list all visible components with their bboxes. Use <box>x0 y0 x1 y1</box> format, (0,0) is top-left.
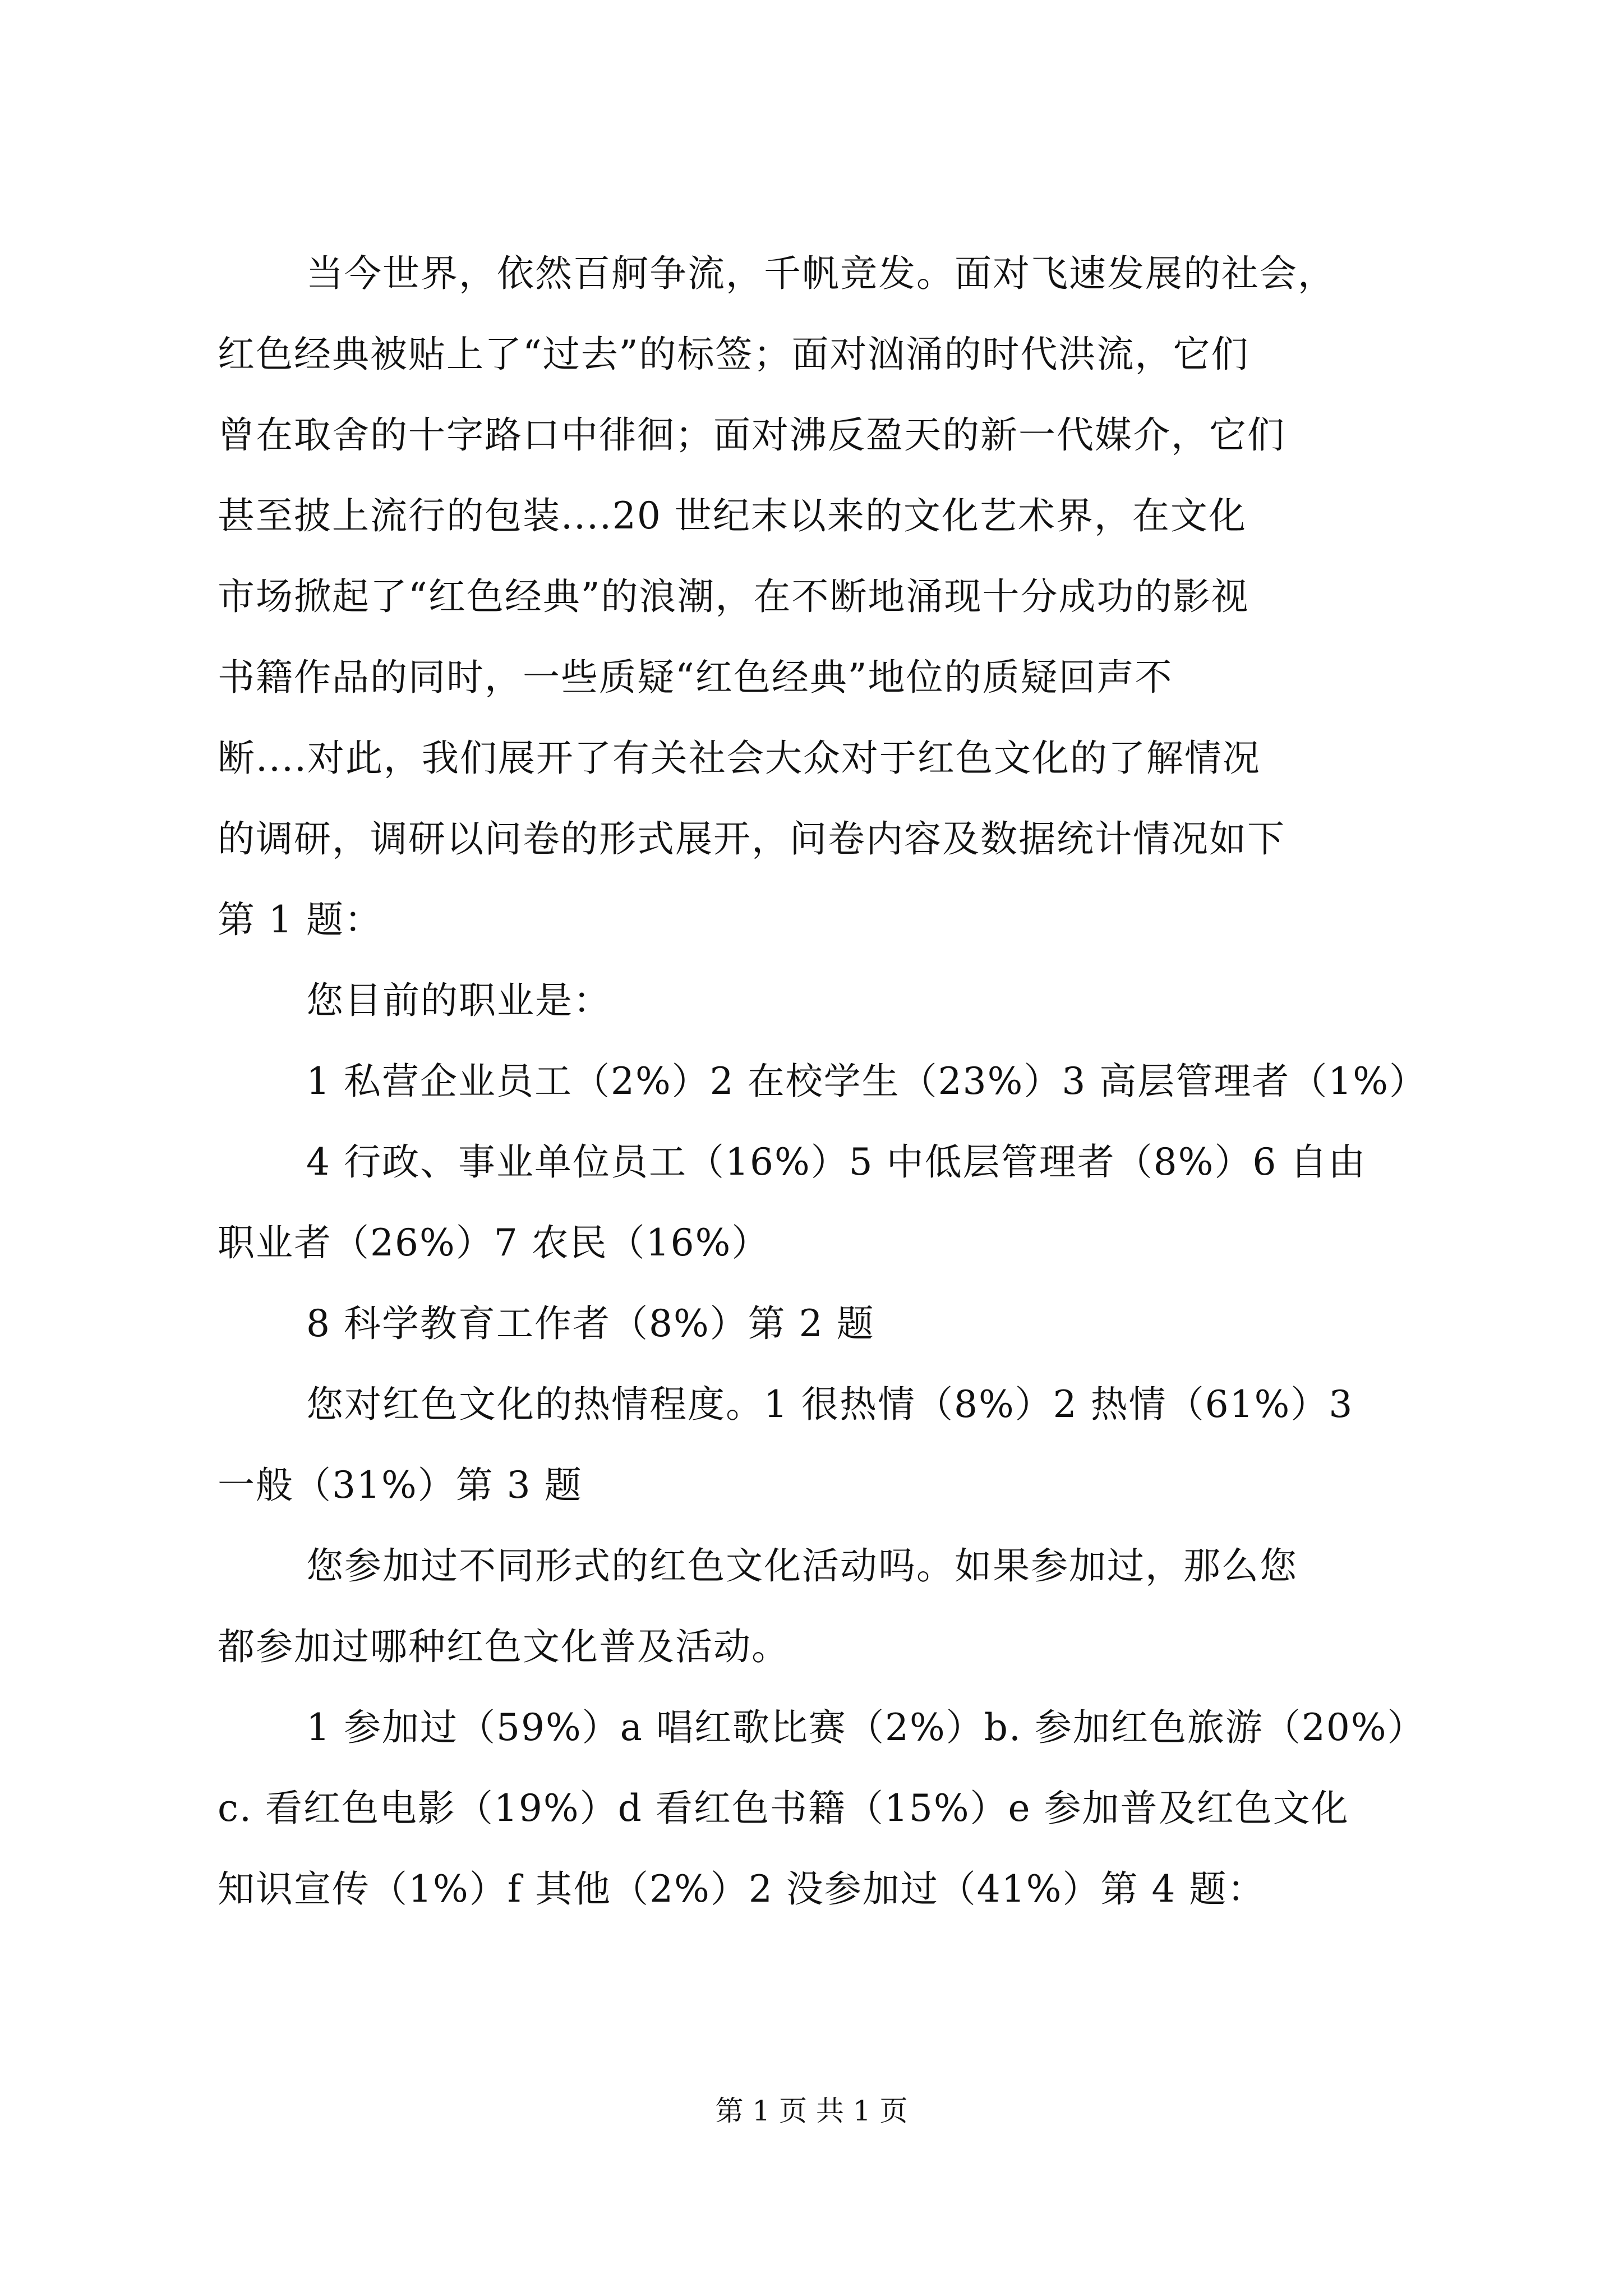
text-line: 曾在取舍的十字路口中徘徊；面对沸反盈天的新一代媒介，它们 <box>218 413 1285 457</box>
text-line: 的调研，调研以问卷的形式展开，问卷内容及数据统计情况如下 <box>218 817 1285 861</box>
text-line: 红色经典被贴上了“过去”的标签；面对汹涌的时代洪流，它们 <box>218 333 1249 376</box>
text-line: 市场掀起了“红色经典”的浪潮，在不断地涌现十分成功的影视 <box>218 575 1249 618</box>
text-line: 一般（31%）第 3 题 <box>218 1464 583 1507</box>
text-line: 当今世界，依然百舸争流，千帆竞发。面对飞速发展的社会， <box>306 252 1336 295</box>
page-footer: 第 1 页 共 1 页 <box>715 2095 908 2127</box>
text-line: 知识宣传（1%）f 其他（2%）2 没参加过（41%）第 4 题： <box>218 1867 1266 1911</box>
text-line: 第 1 题： <box>218 898 382 941</box>
text-line: 职业者（26%）7 农民（16%） <box>218 1221 770 1264</box>
text-line: 1 参加过（59%）a 唱红歌比赛（2%）b. 参加红色旅游（20%） <box>306 1706 1426 1749</box>
text-line: 甚至披上流行的包装....20 世纪末以来的文化艺术界，在文化 <box>218 494 1247 537</box>
text-line: 8 科学教育工作者（8%）第 2 题 <box>306 1302 875 1345</box>
text-line: 都参加过哪种红色文化普及活动。 <box>218 1625 790 1668</box>
text-line: c. 看红色电影（19%）d 看红色书籍（15%）e 参加普及红色文化 <box>218 1787 1349 1830</box>
text-line: 4 行政、事业单位员工（16%）5 中低层管理者（8%）6 自由 <box>306 1140 1367 1184</box>
text-line: 您参加过不同形式的红色文化活动吗。如果参加过，那么您 <box>306 1544 1298 1588</box>
text-line: 1 私营企业员工（2%）2 在校学生（23%）3 高层管理者（1%） <box>306 1060 1428 1103</box>
text-line: 断....对此，我们展开了有关社会大众对于红色文化的了解情况 <box>218 737 1261 780</box>
text-line: 您对红色文化的热情程度。1 很热情（8%）2 热情（61%）3 <box>306 1383 1354 1426</box>
text-line: 您目前的职业是： <box>306 979 611 1022</box>
document-body <box>218 247 1451 1943</box>
text-line: 书籍作品的同时，一些质疑“红色经典”地位的质疑回声不 <box>218 656 1173 699</box>
